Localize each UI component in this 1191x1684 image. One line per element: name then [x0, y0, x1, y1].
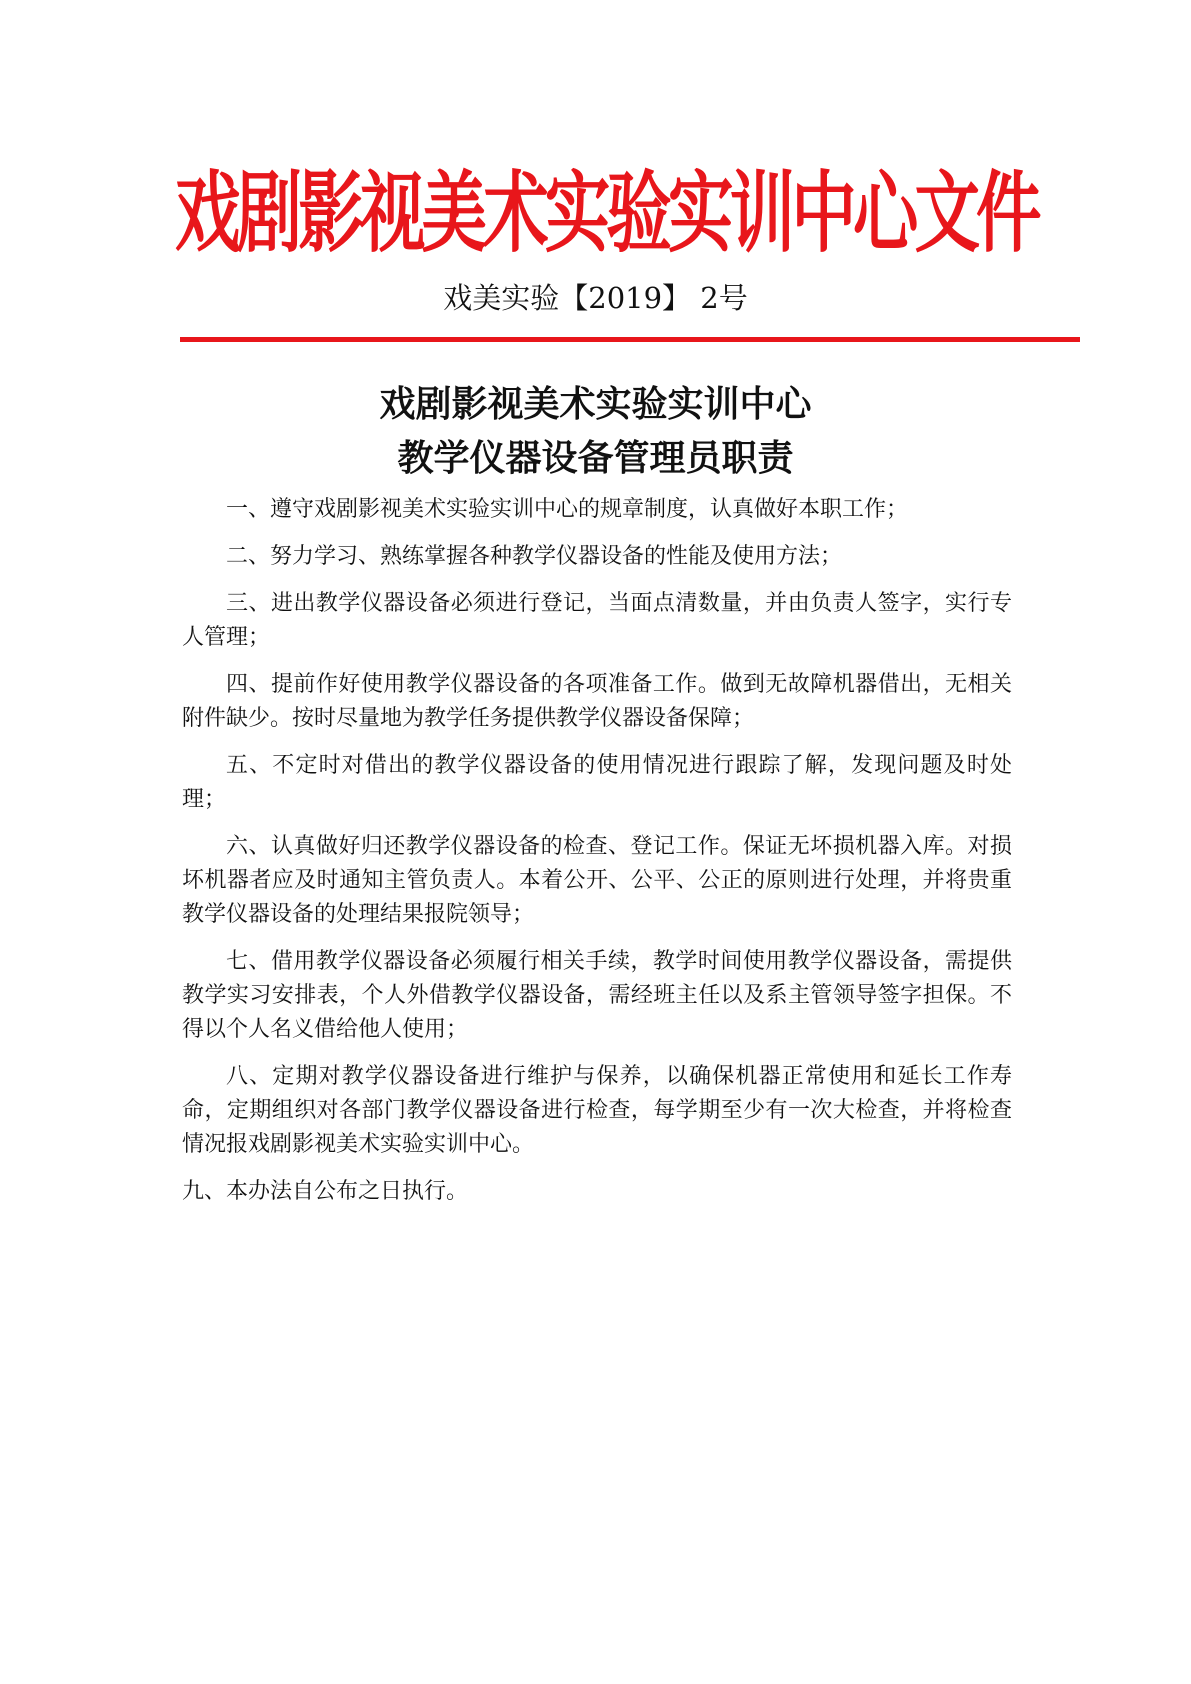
document-number: 戏美实验【2019】 2号	[443, 281, 748, 315]
paragraph-4: 四、提前作好使用教学仪器设备的各项准备工作。做到无故障机器借出，无相关附件缺少。按时尽量地为教学任务提供教学仪器设备保障；	[182, 672, 1012, 731]
document-title	[0, 378, 1191, 486]
paragraph-3: 三、进出教学仪器设备必须进行登记，当面点清数量，并由负责人签字，实行专人管理；	[182, 591, 1012, 650]
paragraph-6: 六、认真做好归还教学仪器设备的检查、登记工作。保证无坏损机器入库。对损坏机器者应及时通知主管负责人。本着公开、公平、公正的原则进行处理，并将贵重教学仪器设备的处理结果报院领导；	[182, 834, 1012, 927]
paragraph-2: 二、努力学习、熟练掌握各种教学仪器设备的性能及使用方法；	[226, 544, 843, 569]
red-divider-line	[180, 337, 1080, 342]
paragraph-7: 七、借用教学仪器设备必须履行相关手续，教学时间使用教学仪器设备，需提供教学实习安排表，个人外借教学仪器设备，需经班主任以及系主管领导签字担保。不得以个人名义借给他人使用；	[182, 949, 1012, 1042]
title-line-2: 教学仪器设备管理员职责	[397, 438, 794, 479]
title-line-1: 戏剧影视美术实验实训中心	[379, 384, 812, 425]
red-header-title: 戏剧影视美术实验实训中心文件	[175, 161, 1038, 265]
paragraph-9: 九、本办法自公布之日执行。	[182, 1179, 469, 1204]
paragraph-1: 一、遵守戏剧影视美术实验实训中心的规章制度，认真做好本职工作；	[226, 497, 909, 522]
paragraph-8: 八、定期对教学仪器设备进行维护与保养，以确保机器正常使用和延长工作寿命，定期组织对各部门教学仪器设备进行检查，每学期至少有一次大检查，并将检查情况报戏剧影视美术实验实训中心。	[182, 1064, 1012, 1157]
document-body	[182, 493, 1012, 1222]
paragraph-5: 五、不定时对借出的教学仪器设备的使用情况进行跟踪了解，发现问题及时处理；	[182, 753, 1012, 812]
